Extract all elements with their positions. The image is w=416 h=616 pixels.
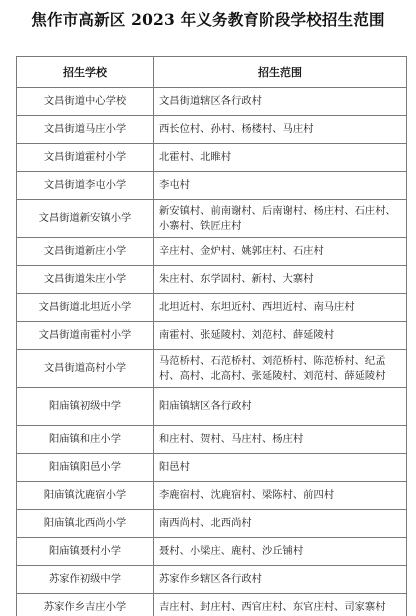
school-name-cell: 阳庙镇沈鹿宿小学	[17, 482, 154, 510]
school-name-cell: 阳庙镇聂村小学	[17, 538, 154, 566]
school-name-cell: 文昌街道中心学校	[17, 88, 154, 116]
page-title: 焦作市高新区 2023 年义务教育阶段学校招生范围	[31, 10, 385, 29]
enrollment-scope-cell: 李屯村	[154, 172, 407, 200]
school-name-cell: 阳庙镇和庄小学	[17, 426, 154, 454]
table-row	[17, 144, 407, 172]
table-row	[17, 322, 407, 350]
enrollment-scope-cell: 和庄村、贺村、马庄村、杨庄村	[154, 426, 407, 454]
enrollment-scope-cell: 苏家作乡辖区各行政村	[154, 566, 407, 594]
table-header-row	[17, 57, 407, 88]
enrollment-scope-cell: 马范桥村、石范桥村、刘范桥村、陈范桥村、纪孟村、高村、北高村、张延陵村、刘范村、薛延陵村	[154, 350, 407, 388]
table-row	[17, 538, 407, 566]
school-name-cell: 文昌街道高村小学	[17, 350, 154, 388]
enrollment-scope-cell: 聂村、小梁庄、鹿村、沙丘铺村	[154, 538, 407, 566]
school-name-cell: 文昌街道李屯小学	[17, 172, 154, 200]
table-row	[17, 482, 407, 510]
table-row	[17, 566, 407, 594]
enrollment-scope-cell: 新安镇村、前南谢村、后南谢村、杨庄村、石庄村、小寨村、铁匠庄村	[154, 200, 407, 238]
enrollment-scope-cell: 阳庙镇辖区各行政村	[154, 388, 407, 426]
admissions-table	[16, 56, 407, 616]
enrollment-scope-cell: 阳邑村	[154, 454, 407, 482]
school-name-cell: 文昌街道马庄小学	[17, 116, 154, 144]
enrollment-scope-cell: 李鹿宿村、沈鹿宿村、梁陈村、前四村	[154, 482, 407, 510]
school-name-cell: 阳庙镇北西尚小学	[17, 510, 154, 538]
enrollment-scope-cell: 北霍村、北睢村	[154, 144, 407, 172]
school-name-cell: 文昌街道新安镇小学	[17, 200, 154, 238]
school-name-cell: 阳庙镇阳邑小学	[17, 454, 154, 482]
enrollment-scope-cell: 南西尚村、北西尚村	[154, 510, 407, 538]
table-row	[17, 454, 407, 482]
school-name-cell: 苏家作初级中学	[17, 566, 154, 594]
table-row	[17, 388, 407, 426]
table-row	[17, 426, 407, 454]
table-body	[17, 88, 407, 616]
enrollment-scope-cell: 北坦近村、东坦近村、西坦近村、南马庄村	[154, 294, 407, 322]
enrollment-scope-cell: 吉庄村、封庄村、西官庄村、东官庄村、司家寨村	[154, 594, 407, 616]
school-name-cell: 文昌街道朱庄小学	[17, 266, 154, 294]
enrollment-scope-cell: 朱庄村、东学固村、新村、大寨村	[154, 266, 407, 294]
table-row	[17, 172, 407, 200]
enrollment-scope-cell: 南霍村、张延陵村、刘范村、薛延陵村	[154, 322, 407, 350]
header-scope: 招生范围	[154, 57, 407, 88]
school-name-cell: 苏家作乡吉庄小学	[17, 594, 154, 616]
school-name-cell: 文昌街道新庄小学	[17, 238, 154, 266]
table-row	[17, 294, 407, 322]
table-row	[17, 350, 407, 388]
header-school: 招生学校	[17, 57, 154, 88]
table-row	[17, 238, 407, 266]
school-name-cell: 文昌街道南霍村小学	[17, 322, 154, 350]
school-name-cell: 文昌街道北坦近小学	[17, 294, 154, 322]
enrollment-scope-cell: 文昌街道辖区各行政村	[154, 88, 407, 116]
table-row	[17, 116, 407, 144]
enrollment-scope-cell: 辛庄村、金炉村、姚郭庄村、石庄村	[154, 238, 407, 266]
table-row	[17, 594, 407, 616]
enrollment-scope-cell: 西长位村、孙村、杨楼村、马庄村	[154, 116, 407, 144]
table-row	[17, 266, 407, 294]
table-row	[17, 510, 407, 538]
school-name-cell: 文昌街道霍村小学	[17, 144, 154, 172]
table-row	[17, 200, 407, 238]
table-row	[17, 88, 407, 116]
school-name-cell: 阳庙镇初级中学	[17, 388, 154, 426]
